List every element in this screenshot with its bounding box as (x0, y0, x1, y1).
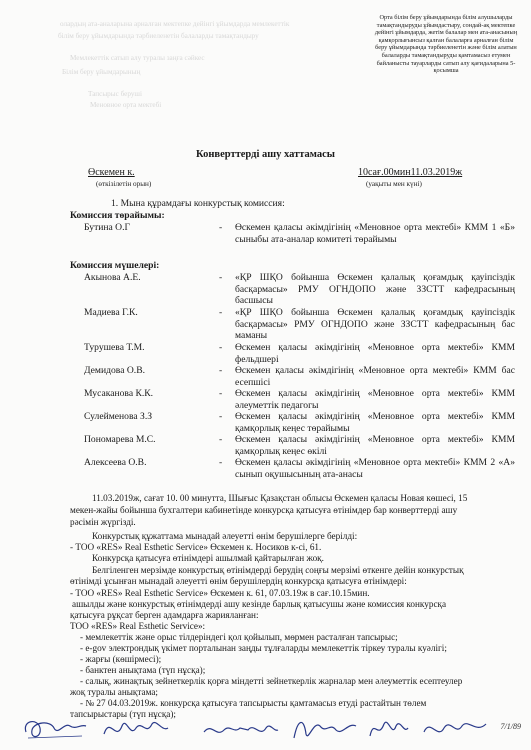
protocol-title: Конверттерді ашу хаттамасы (196, 149, 335, 160)
body-line: Конкурсқа қатысуға өтінімдері ашылмай қайтарылған жоқ. (92, 553, 324, 563)
dash: - (219, 365, 223, 376)
member-desc: Өскемен қаласы әкімдігінің «Меновное орта мектебі» КММ қамқорлық кеңес төрайымы (235, 411, 515, 434)
body-line: ТОО «RES» Real Esthetic Service»: (70, 621, 206, 631)
member-name: Алексеева О.В. (84, 457, 147, 468)
body-line: қатысуға рұқсат берген адамдарға жарияланған: (70, 610, 259, 620)
body-line: - мемлекеттік және орыс тілдеріндегі қол қойылып, мөрмен расталған тапсырыс; (80, 632, 398, 642)
body-line: - e-gov электрондық үкімет порталынан заңды тұлғаларды мемлекеттік тіркеу туралы куәлігі; (80, 643, 447, 653)
member-desc: Өскемен қаласы әкімдігінің «Меновное орта мектебі» КММ бас есепшісі (235, 365, 515, 388)
signature-mark (20, 712, 90, 746)
signature-mark (420, 712, 490, 746)
members-heading: Комиссия мүшелері: (70, 260, 160, 271)
signature-mark (100, 712, 170, 746)
page-number: 7/1/89 (500, 722, 521, 731)
signature-mark (290, 712, 360, 746)
datetime-value: 10сағ.00мин11.03.2019ж (358, 167, 463, 178)
dash: - (219, 307, 223, 318)
body-line: рәсімін жүргізді. (70, 517, 136, 527)
chair-heading: Комиссия төрайымы: (70, 210, 165, 221)
section-1-heading: 1. Мына құрамдағы конкурстық комиссия: (111, 198, 285, 209)
member-name: Турушева Т.М. (84, 342, 145, 353)
signature-mark (200, 712, 280, 746)
signature-mark (366, 712, 410, 746)
body-line: - № 27 04.03.2019ж. конкурсқа қатысуға тапсырысты қамтамасыз етуді растайтын төлем (80, 698, 427, 708)
dash: - (219, 272, 223, 283)
place-value: Өскемен к. (88, 167, 135, 178)
document-page: олардың ата-аналарына арналған мектепке дейінгі ұйымдарда мемлекеттік білім беру ұйымдарында тәрбиеленетін балаларды тамақтандыру Мемлекеттік сатып алу туралы заңға сәйкес Білім беру ұйымдарының Тапсырыс беруші Меновное орта мектебі Орта білім беру ұйымдарында білім алушыларды тамақтандыруды ұйымдастыру, сондай-ақ мектепке дейінгі ұйымдарда, жетім балалар мен ата-анасының қамқорлығынсыз қалған балаларға арналған білім беру ұйымдарында тәрбиеленетін және білім алатын балаларды тамақтандыруды қамтамасыз етумен байланысты тауарларды сатып алу қағидаларына 5-қосымша Конверттерді ашу хаттамасы Өскемен к. (өткізілетін орын) 10сағ.00мин11.03.2019ж (уақыты мен күні) 1. Мына құрамдағы конкурстық комиссия: Комиссия төрайымы: Бутина О.Г - Өскемен қаласы әкімдігінің «Меновное орта мектебі» КММ 1 «Б» сыныбы ата-аналар комитеті төрайымы Комиссия мүшелері: Акынова А.Е. - «ҚР ШҚО бойынша Өскемен қалалық қоғамдық қауіпсіздік басқармасы» РМУ ОГНДОПО және ЗЗСТТ кафедрасының басшысы Мадиева Г.К. - «ҚР ШҚО бойынша Өскемен қалалық қоғамдық қауіпсіздік басқармасы» РМУ ОГНДОПО және ЗЗСТТ кафедрасының бас маманы Турушева Т.М. - Өскемен қаласы әкімдігінің «Меновное орта мектебі» КММ фельдшері Демидова О.В. - Өскемен қаласы әкімдігінің «Меновное орта мектебі» КММ бас есепшісі Мусаканова К.К. - Өскемен қаласы әкімдігінің «Меновное орта мектебі» КММ әлеуметтік педагогы Сулейменова З.З - Өскемен қаласы әкімдігінің «Меновное орта мектебі» КММ қамқорлық кеңес төрайымы Пономарева М.С. - Өскемен қаласы әкімдігінің «Меновное орта мектебі» КММ қамқорлық кеңес өкілі Алексеева О.В. - Өскемен қаласы әкімдігінің «Меновное орта мектебі» КММ 2 «А» сынып оқушысының ата-анасы 11.03.2019ж, сағат 10. 00 минутта, Шығыс Қазақстан облысы Өскемен қаласы Новая көшесі, 15 мекен-жайы бойынша бухгалтери кабинетінде конкурсқа қатысуға өтінімдер бар конверттерді ашу рәсімін жүргізді. Конкурстық құжаттама мынадай әлеуетті өнім берушілерге берілді: - ТОО «RES» Real Esthetic Service» Өскемен к. Носиков к-сі, 61. Конкурсқа қатысуға өтінімдері ашылмай қайтарылған жоқ. Белгіленген мерзімде конкурстық өтінімдерді берудің соңғы мерзімі өткенге дейін конкурстық өтінімді ұсынған мынадай әлеуетті өнім берушілердің конкурсқа қатысуға өтінімдері: - ТОО «RES» Real Esthetic Service» Өскемен к. 61, 07.03.19ж в сағ.10.15мин. ашылды және конкурстық өтінімдерді ашу кезінде барлық қатысушы және комиссия конкурсқа қатысуға рұқсат берген адамдарға жарияланған: ТОО «RES» Real Esthetic Service»: - мемлекеттік және орыс тілдеріндегі қол қойылып, мөрмен расталған тапсырыс; - e-gov электрондық үкімет порталынан заңды тұлғаларды мемлекеттік тіркеу туралы куәлігі; - жарғы (көшірмесі); - банктен анықтама (түп нұсқа); - салық, жинақтық зейнеткерлік қорға міндетті зейнеткерлік жарналар мен әлеуметтік есептеулер жоқ туралы анықтама; - № 27 04.03.2019ж. конкурсқа қатысуға тапсырысты қамтамасыз етуді растайтын төлем тапсырыстары (түп нұсқа); 7/1/89 (0, 0, 531, 750)
member-name: Акынова А.Е. (84, 272, 141, 283)
regulation-header: Орта білім беру ұйымдарында білім алушыларды тамақтандыруды ұйымдастыру, сондай-ақ мектепке дейінгі ұйымдарда, жетім балалар мен ата-анасының қамқорлығынсыз қалған балаларға арналған білім беру ұйымдарында тәрбиеленетін және білім алатын балаларды тамақтандыруды қамтамасыз етумен байланысты тауарларды сатып алу қағидаларына 5-қосымша (374, 14, 518, 75)
member-desc: Өскемен қаласы әкімдігінің «Меновное орта мектебі» КММ 2 «А» сынып оқушысының ата-анасы (235, 457, 515, 480)
body-line: - ТОО «RES» Real Esthetic Service» Өскемен к. 61, 07.03.19ж в сағ.10.15мин. (70, 588, 370, 598)
member-desc: «ҚР ШҚО бойынша Өскемен қалалық қоғамдық қауіпсіздік басқармасы» РМУ ОГНДОПО және ЗЗСТТ кафедрасының бас маманы (235, 307, 515, 342)
member-desc: «ҚР ШҚО бойынша Өскемен қалалық қоғамдық қауіпсіздік басқармасы» РМУ ОГНДОПО және ЗЗСТТ кафедрасының басшысы (235, 272, 515, 307)
member-name: Сулейменова З.З (84, 411, 153, 422)
dash: - (219, 457, 223, 468)
chair-desc: Өскемен қаласы әкімдігінің «Меновное орта мектебі» КММ 1 «Б» сыныбы ата-аналар комитеті төрайымы (235, 222, 515, 245)
member-name: Демидова О.В. (84, 365, 145, 376)
dash: - (219, 222, 223, 233)
dash: - (219, 342, 223, 353)
body-line: 11.03.2019ж, сағат 10. 00 минутта, Шығыс Қазақстан облысы Өскемен қаласы Новая көшесі, 15 (92, 493, 468, 503)
body-line: - банктен анықтама (түп нұсқа); (80, 665, 206, 675)
member-name: Мусаканова К.К. (84, 388, 154, 399)
datetime-caption: (уақыты мен күні) (366, 180, 422, 188)
member-name: Мадиева Г.К. (84, 307, 138, 318)
chair-name: Бутина О.Г (84, 222, 131, 233)
dash: - (219, 434, 223, 445)
body-line: өтінімді ұсынған мынадай әлеуетті өнім берушілердің конкурсқа қатысуға өтінімдері: (70, 576, 407, 586)
body-line: Конкурстық құжаттама мынадай әлеуетті өнім берушілерге берілді: (92, 531, 358, 541)
dash: - (219, 411, 223, 422)
body-line: - ТОО «RES» Real Esthetic Service» Өскемен к. Носиков к-сі, 61. (70, 542, 322, 552)
body-line: ашылды және конкурстық өтінімдерді ашу кезінде барлық қатысушы және комиссия конкурсқа (72, 599, 447, 609)
body-line: тапсырыстары (түп нұсқа); (70, 709, 176, 719)
place-caption: (өткізілетін орын) (96, 180, 152, 188)
member-desc: Өскемен қаласы әкімдігінің «Меновное орта мектебі» КММ қамқорлық кеңес өкілі (235, 434, 515, 457)
body-line: жоқ туралы анықтама; (70, 687, 158, 697)
body-line: - салық, жинақтық зейнеткерлік қорға міндетті зейнеткерлік жарналар мен әлеуметтік есептеулер (80, 676, 463, 686)
member-desc: Өскемен қаласы әкімдігінің «Меновное орта мектебі» КММ әлеуметтік педагогы (235, 388, 515, 411)
dash: - (219, 388, 223, 399)
body-line: Белгіленген мерзімде конкурстық өтінімдерді берудің соңғы мерзімі өткенге дейін конкурстық (92, 565, 464, 575)
member-name: Пономарева М.С. (84, 434, 156, 445)
body-line: мекен-жайы бойынша бухгалтери кабинетінде конкурсқа қатысуға өтінімдер бар конверттерді ашу (70, 505, 458, 515)
member-desc: Өскемен қаласы әкімдігінің «Меновное орта мектебі» КММ фельдшері (235, 342, 515, 365)
body-line: - жарғы (көшірмесі); (80, 654, 162, 664)
